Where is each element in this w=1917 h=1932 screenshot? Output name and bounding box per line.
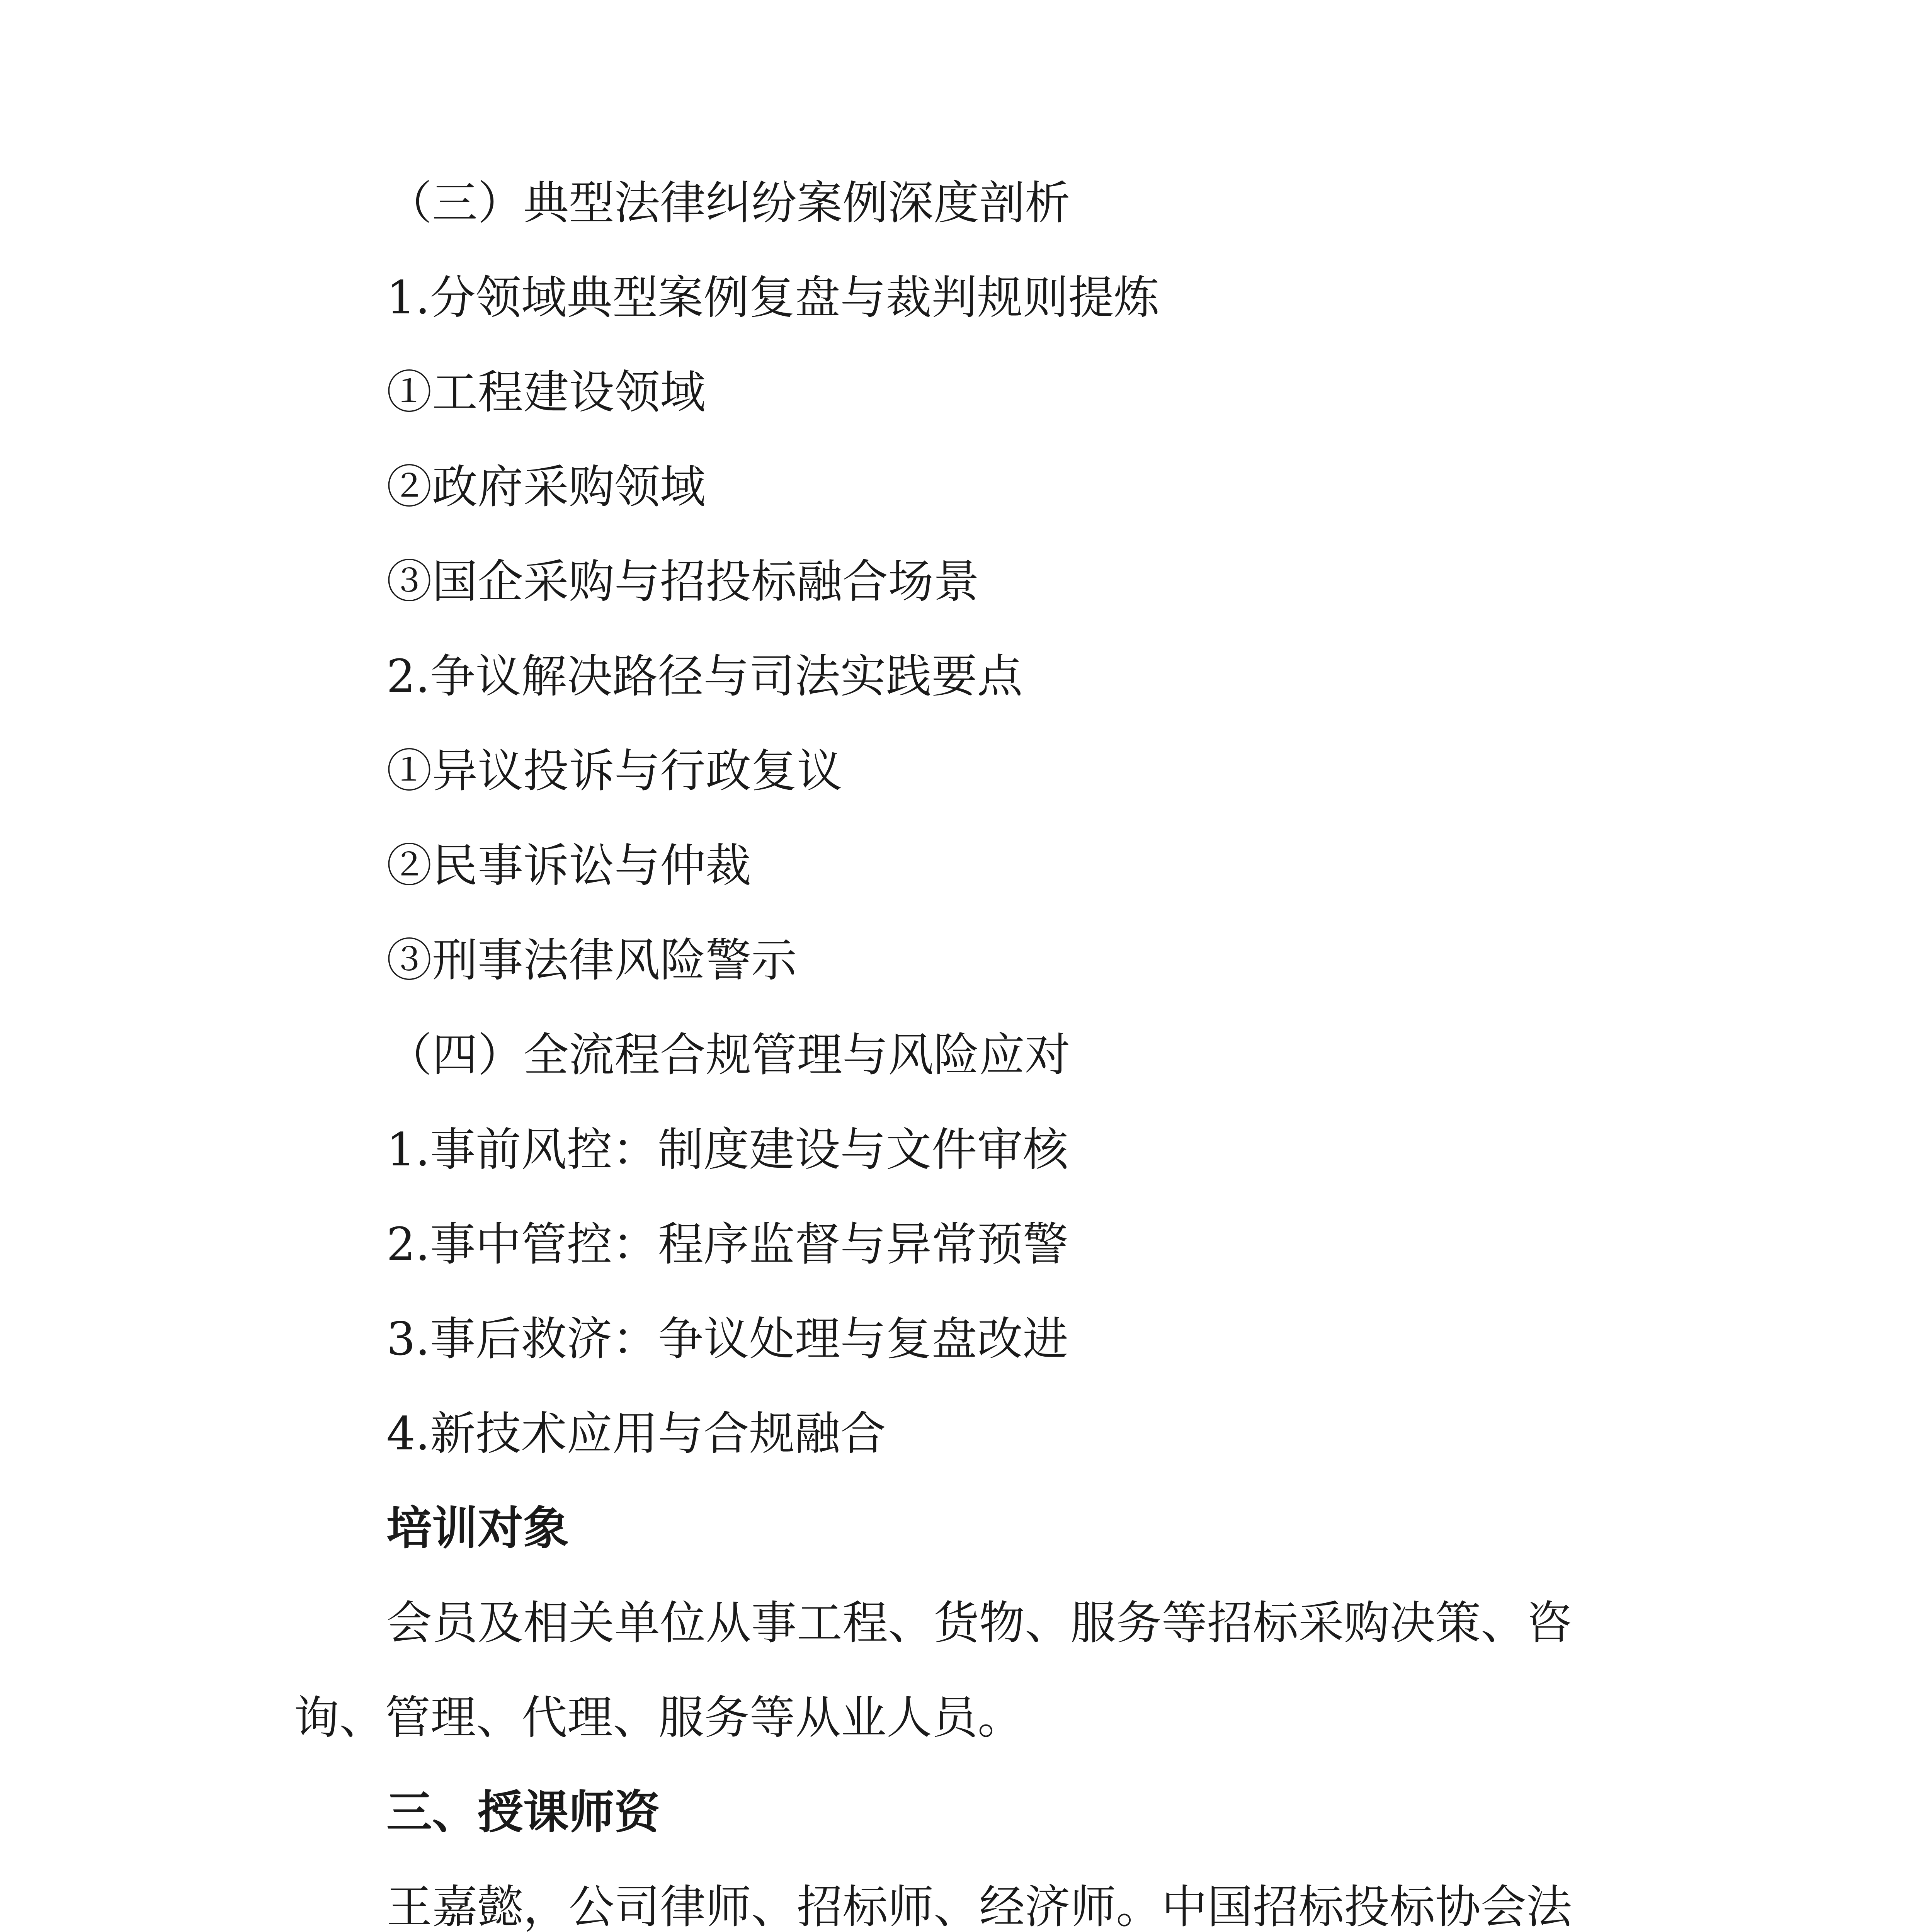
subsection-heading-4: （四）全流程合规管理与风险应对 xyxy=(386,1028,1071,1082)
list-item: 4.新技术应用与合规融合 xyxy=(386,1407,886,1460)
list-item: ①工程建设领域 xyxy=(386,366,706,419)
list-item: ①异议投诉与行政复议 xyxy=(386,744,843,798)
section-heading-audience: 培训对象 xyxy=(386,1502,569,1555)
paragraph-line: 询、管理、代理、服务等从业人员。 xyxy=(294,1691,1024,1744)
list-item: 1.分领域典型案例复盘与裁判规则提炼 xyxy=(386,271,1160,324)
list-item: 3.事后救济：争议处理与复盘改进 xyxy=(386,1312,1068,1366)
list-item: ③刑事法律风险警示 xyxy=(386,934,797,987)
list-item: 1.事前风控：制度建设与文件审核 xyxy=(386,1123,1068,1176)
list-item: ③国企采购与招投标融合场景 xyxy=(386,555,980,608)
list-item: ②政府采购领域 xyxy=(386,460,706,514)
list-item: 2.争议解决路径与司法实践要点 xyxy=(386,650,1023,703)
paragraph-line: 王嘉懿，公司律师、招标师、经济师。中国招标投标协会法 xyxy=(386,1880,1572,1932)
subsection-heading-3: （三）典型法律纠纷案例深度剖析 xyxy=(386,176,1071,230)
paragraph-line: 会员及相关单位从事工程、货物、服务等招标采购决策、咨 xyxy=(386,1596,1572,1650)
section-heading-instructor: 三、授课师资 xyxy=(386,1786,660,1839)
list-item: 2.事中管控：程序监督与异常预警 xyxy=(386,1218,1068,1271)
list-item: ②民事诉讼与仲裁 xyxy=(386,839,752,892)
